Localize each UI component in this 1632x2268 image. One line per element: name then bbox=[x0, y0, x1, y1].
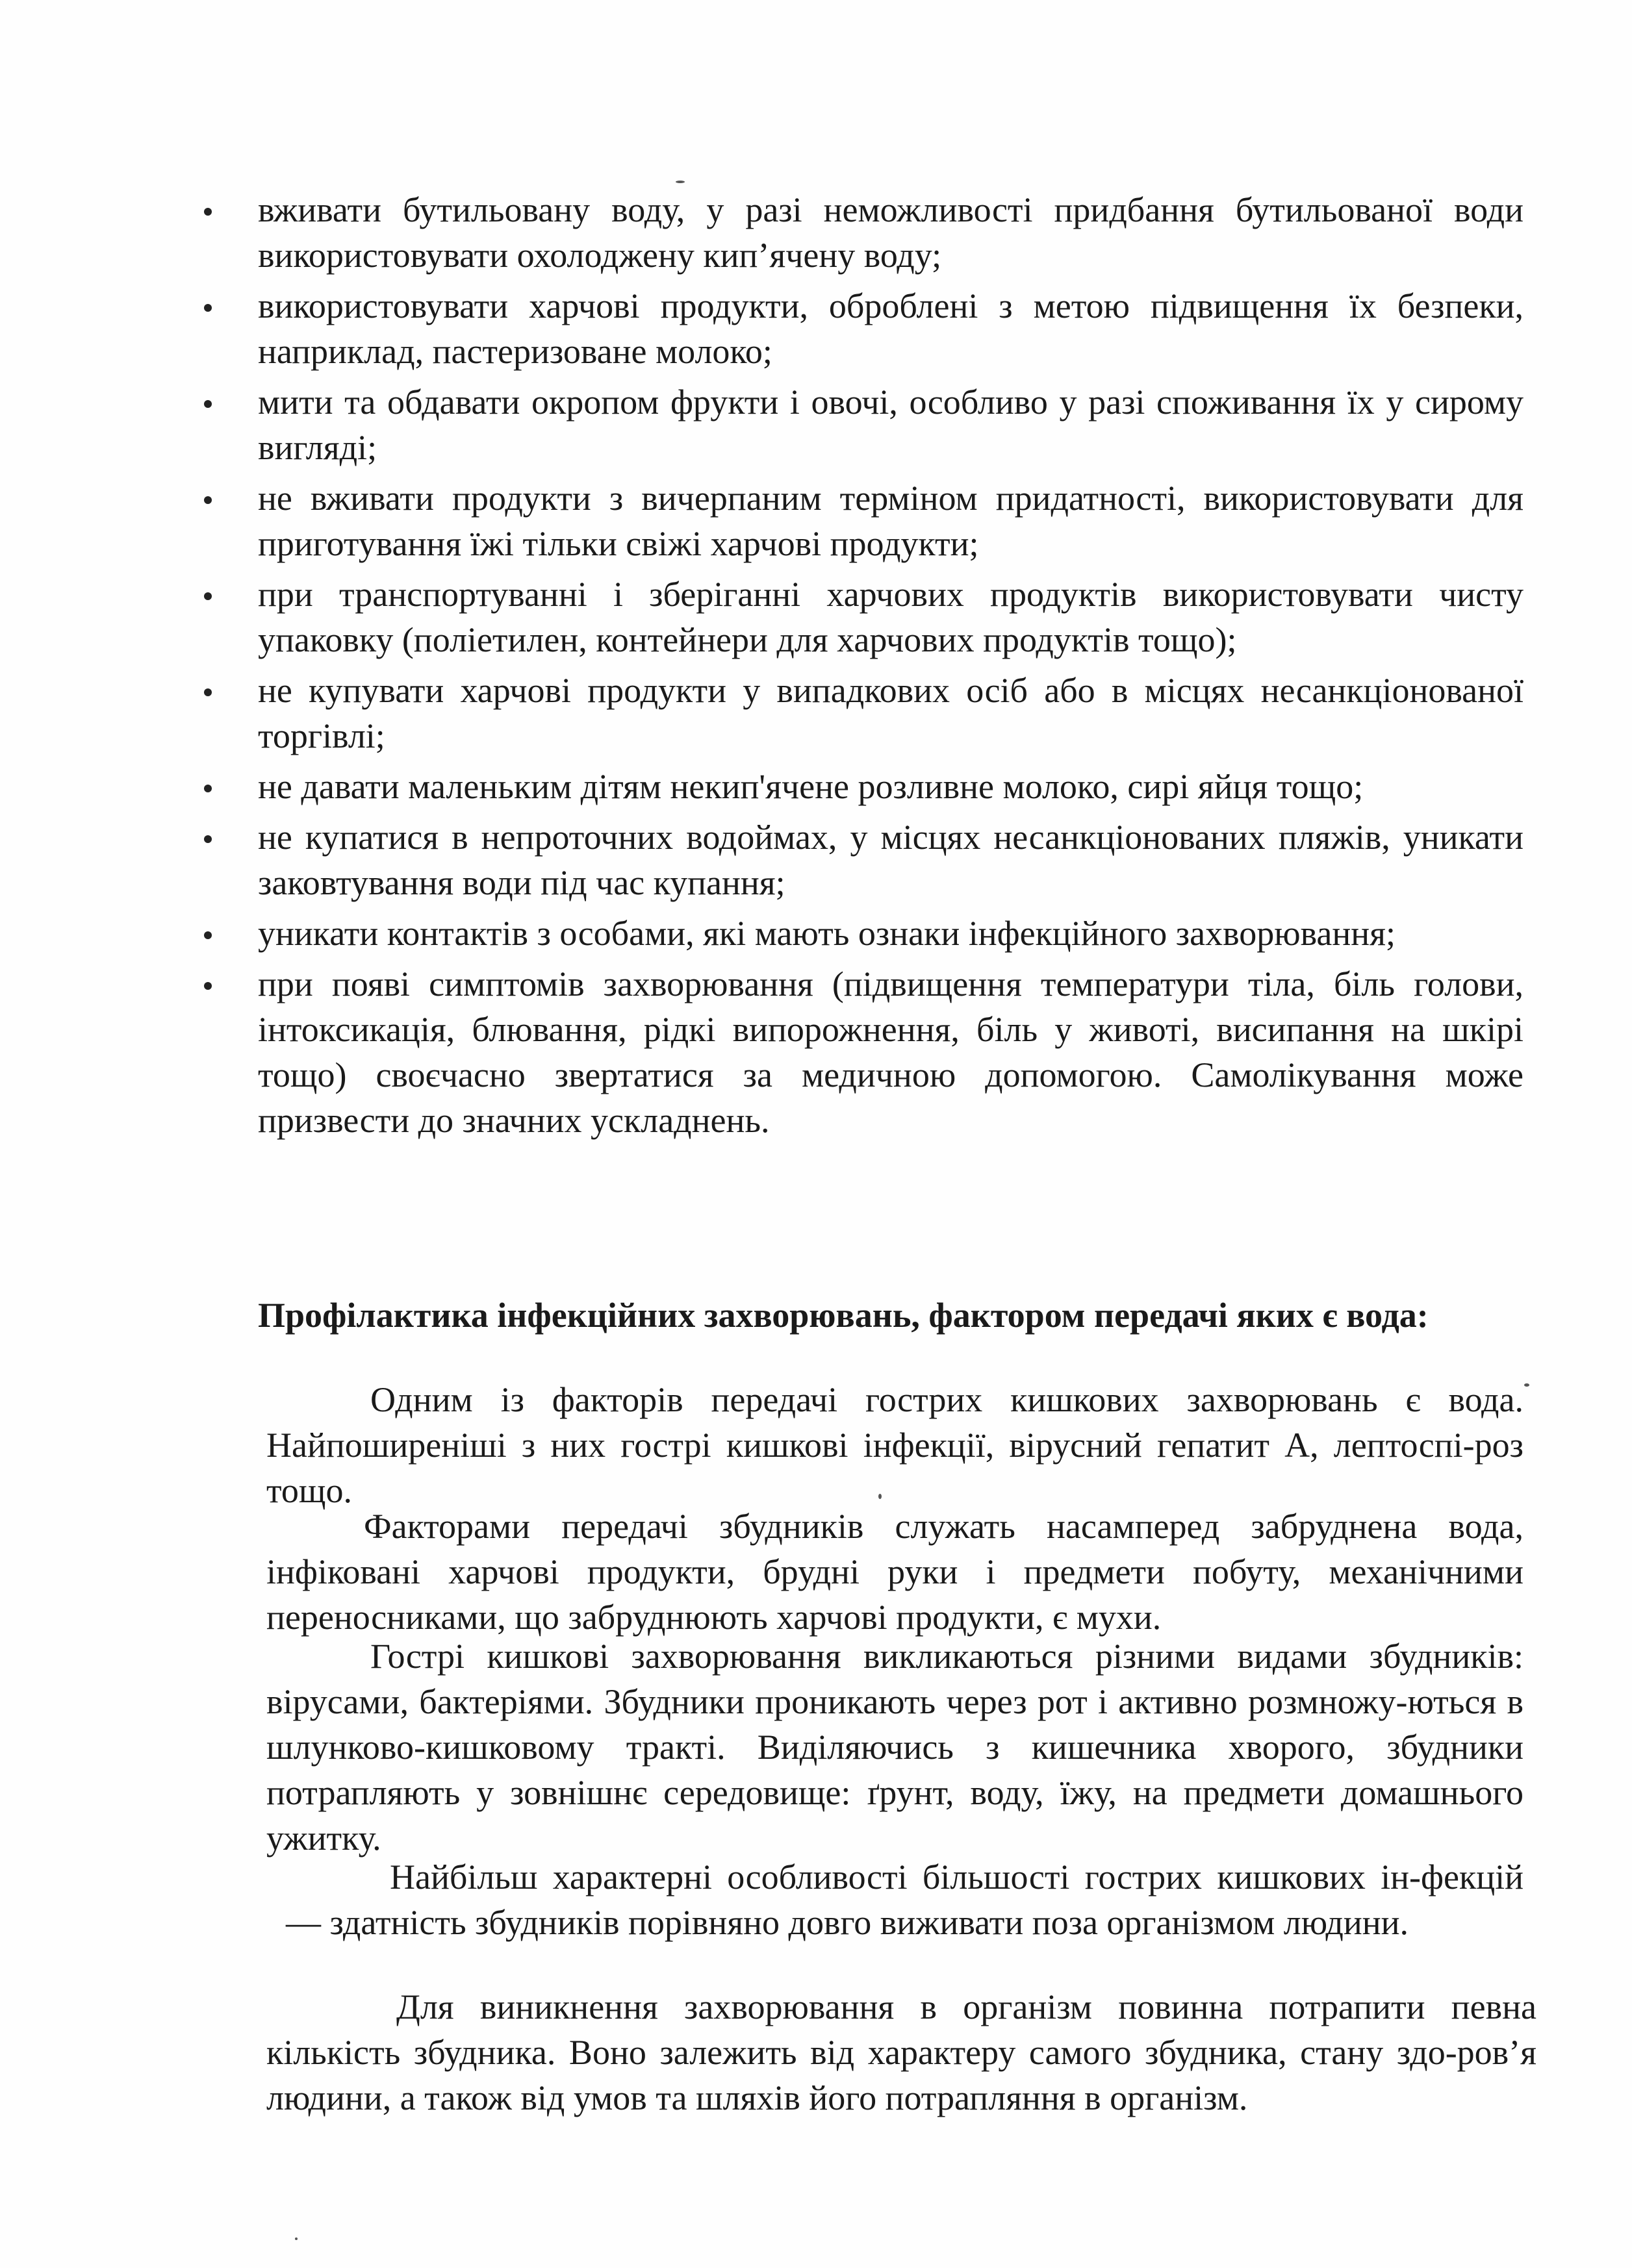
list-item-text: уникати контактів з особами, які мають ознаки інфекційного захворювання; bbox=[258, 914, 1396, 953]
list-item bbox=[195, 379, 1524, 470]
body-paragraph: Для виникнення захворювання в організм повинна потрапити певна кількість збудника. Воно залежить від характеру самого збудника, стану здо-ров’я людини, а також від умов та шляхів його потрапляння в організм. bbox=[266, 1987, 1536, 2117]
scan-speck bbox=[1524, 1383, 1529, 1387]
list-item bbox=[195, 475, 1524, 566]
list-item-text: не вживати продукти з вичерпаним терміном придатності, використовувати для приготування їжі тільки свіжі харчові продукти; bbox=[258, 479, 1524, 563]
list-item-text: не давати маленьким дітям некип'ячене розливне молоко, сирі яйця тощо; bbox=[258, 767, 1364, 806]
list-item bbox=[195, 668, 1524, 759]
body-paragraph: Гострі кишкові захворювання викликаються різними видами збудників: вірусами, бактеріями. Збудники проникають через рот і активно розмножу-ються в шлунково-кишковому тракті. Виділяючись з кишечника хворого, збудники потрапляють у зовнішнє середовище: ґрунт, воду, їжу, на предмети домашнього ужитку. bbox=[266, 1637, 1524, 1858]
body-paragraph: Найбільш характерні особливості більшості гострих кишкових ін-фекцій — здатність збудників порівняно довго виживати поза організмом людини. bbox=[286, 1858, 1524, 1942]
bullet-icon bbox=[204, 785, 212, 792]
list-item bbox=[195, 911, 1524, 956]
bullet-icon bbox=[204, 304, 212, 312]
list-item-text: не купатися в непроточних водоймах, у місцях несанкціонованих пляжів, уникати заковтування води під час купання; bbox=[258, 818, 1524, 902]
list-item-text: не купувати харчові продукти у випадкових осіб або в місцях несанкціонованої торгівлі; bbox=[258, 671, 1524, 755]
list-item-text: при появі симптомів захворювання (підвищення температури тіла, біль голови, інтоксикація, блювання, рідкі випорожнення, біль у животі, висипання на шкірі тощо) своєчасно звертатися за медичною допомогою. Самолікування може призвести до значних ускладнень. bbox=[258, 964, 1524, 1140]
body-paragraph: Факторами передачі збудників служать насамперед забруднена вода, інфіковані харчові продукти, брудні руки і предмети побуту, механічними переносниками, що забруднюють харчові продукти, є мухи. bbox=[266, 1507, 1524, 1637]
body-paragraph: Одним із факторів передачі гострих кишкових захворювань є вода. Найпоширеніші з них гострі кишкові інфекції, вірусний гепатит А, лептоспі-роз тощо. bbox=[266, 1380, 1524, 1510]
list-item-text: мити та обдавати окропом фрукти і овочі, особливо у разі споживання їх у сирому вигляді; bbox=[258, 383, 1524, 467]
bullet-icon bbox=[204, 496, 212, 504]
list-item-text: при транспортуванні і зберіганні харчових продуктів використовувати чисту упаковку (поліетилен, контейнери для харчових продуктів тощо); bbox=[258, 575, 1524, 659]
bullet-icon bbox=[204, 835, 212, 843]
bullet-icon bbox=[204, 931, 212, 939]
bullet-icon bbox=[204, 400, 212, 408]
bullet-icon bbox=[204, 592, 212, 600]
bullet-icon bbox=[204, 208, 212, 216]
bullet-icon bbox=[204, 688, 212, 696]
list-item bbox=[195, 764, 1524, 809]
list-item-text: вживати бутильовану воду, у разі неможливості придбання бутильованої води використовувати охолоджену кип’ячену воду; bbox=[258, 190, 1524, 275]
list-item-text: використовувати харчові продукти, оброблені з метою підвищення їх безпеки, наприклад, пастеризоване молоко; bbox=[258, 286, 1524, 371]
list-item bbox=[195, 814, 1524, 905]
bullet-icon bbox=[204, 982, 212, 990]
list-item bbox=[195, 187, 1524, 278]
list-item bbox=[195, 283, 1524, 374]
scan-speck bbox=[878, 1494, 882, 1499]
scan-speck bbox=[676, 181, 685, 183]
list-item bbox=[195, 572, 1524, 662]
section-heading: Профілактика інфекційних захворювань, фактором передачі яких є вода: bbox=[258, 1296, 1429, 1335]
prevention-bullet-list bbox=[195, 187, 1524, 1148]
list-item bbox=[195, 961, 1524, 1143]
scan-speck bbox=[295, 2237, 298, 2240]
